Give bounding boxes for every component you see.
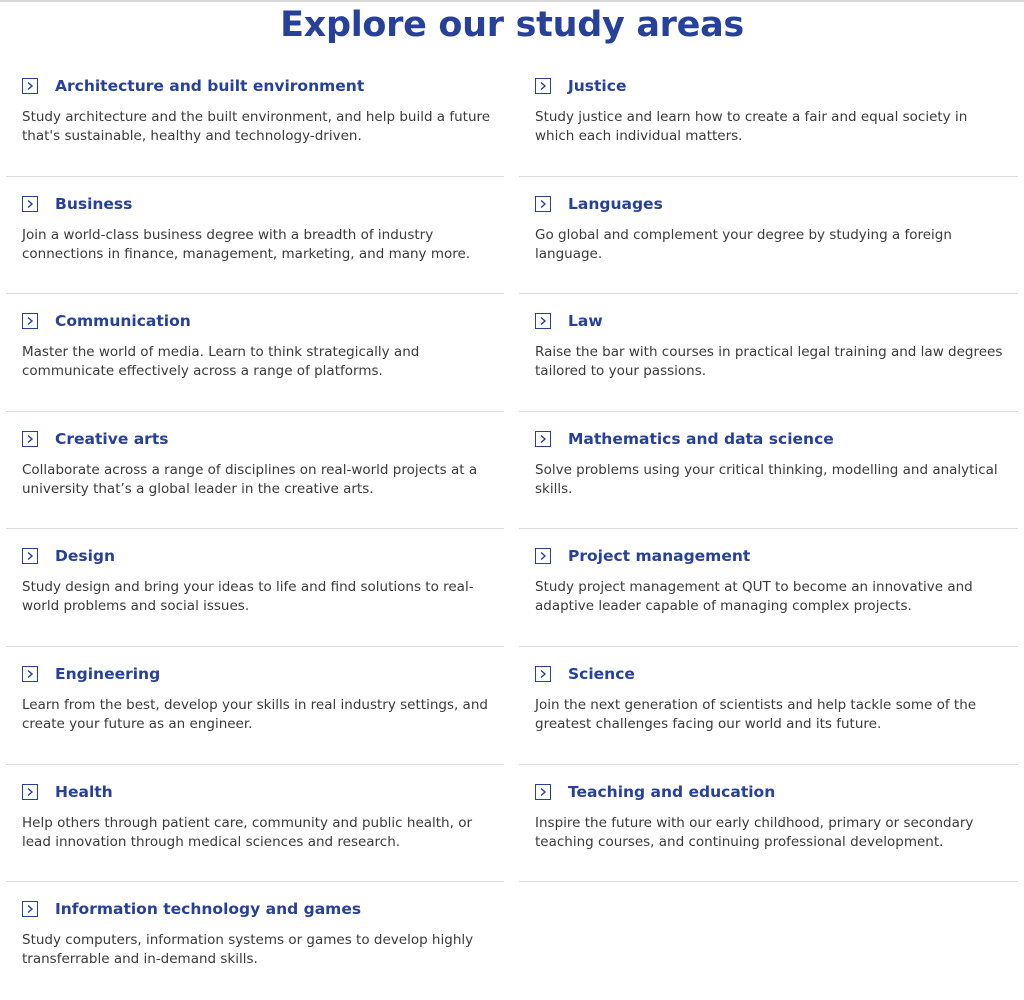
- study-area-link-health[interactable]: [22, 780, 113, 804]
- top-divider: [0, 0, 1024, 2]
- chevron-right-icon: [22, 78, 38, 94]
- study-area-description: Solve problems using your critical thinking, modelling and analytical skills.: [535, 461, 998, 497]
- study-area-engineering: [6, 647, 504, 765]
- study-area-title: Teaching and education: [568, 782, 776, 801]
- study-area-link-design[interactable]: [22, 544, 115, 568]
- chevron-right-icon: [535, 784, 551, 800]
- chevron-right-icon: [535, 666, 551, 682]
- study-area-description: Inspire the future with our early childhood, primary or secondary teaching courses, and continuing professional development.: [535, 814, 974, 850]
- study-area-description: Raise the bar with courses in practical legal training and law degrees tailored to your passions.: [535, 344, 1003, 380]
- study-area-title: Information technology and games: [55, 900, 362, 919]
- study-area-title: Law: [568, 312, 603, 331]
- study-area-link-mathematics-and-data-science[interactable]: [535, 427, 834, 451]
- study-area-link-science[interactable]: [535, 662, 635, 686]
- study-area-link-law[interactable]: [535, 309, 603, 333]
- study-area-title: Business: [55, 194, 133, 213]
- study-area-link-teaching-and-education[interactable]: [535, 780, 775, 804]
- chevron-right-icon: [535, 431, 551, 447]
- study-area-description: Study project management at QUT to become an innovative and adaptive leader capable of managing complex projects.: [535, 579, 973, 615]
- study-area-health: [6, 765, 504, 883]
- study-area-title: Architecture and built environment: [55, 77, 365, 95]
- study-area-justice: [519, 59, 1018, 177]
- study-area-design: [6, 529, 504, 647]
- chevron-right-icon: [22, 784, 38, 800]
- study-area-mathematics-and-data-science: [519, 412, 1018, 530]
- study-area-title: Communication: [55, 312, 191, 331]
- study-area-link-business[interactable]: [22, 192, 132, 216]
- page-title: Explore our study areas: [280, 5, 744, 45]
- chevron-right-icon: [22, 431, 38, 447]
- study-area-title: Mathematics and data science: [568, 429, 834, 448]
- study-area-title: Health: [55, 782, 113, 801]
- study-area-architecture-and-built-environment: [6, 59, 504, 177]
- chevron-right-icon: [535, 78, 551, 94]
- study-area-title: Justice: [568, 77, 627, 95]
- study-area-languages: [519, 177, 1018, 295]
- study-area-link-communication[interactable]: [22, 309, 191, 333]
- study-area-description: Go global and complement your degree by studying a foreign language.: [535, 226, 952, 262]
- study-area-title: Project management: [568, 547, 751, 566]
- study-area-title: Engineering: [55, 664, 161, 683]
- study-area-link-justice[interactable]: [535, 74, 626, 98]
- chevron-right-icon: [22, 666, 38, 682]
- study-area-information-technology-and-games: [6, 882, 504, 1000]
- study-area-link-engineering[interactable]: [22, 662, 160, 686]
- study-areas-right-column: [519, 59, 1018, 882]
- study-area-description: Help others through patient care, community and public health, or lead innovation through medical sciences and research.: [22, 814, 473, 850]
- study-area-description: Study computers, information systems or games to develop highly transferrable and in-demand skills.: [22, 932, 474, 968]
- study-areas-left-column: [6, 59, 504, 1000]
- chevron-right-icon: [22, 901, 38, 917]
- chevron-right-icon: [22, 313, 38, 329]
- study-area-description: Master the world of media. Learn to think strategically and communicate effectively across a range of platforms.: [22, 344, 420, 380]
- chevron-right-icon: [535, 548, 551, 564]
- study-area-project-management: [519, 529, 1018, 647]
- study-area-link-project-management[interactable]: [535, 544, 750, 568]
- study-area-description: Join a world-class business degree with a breadth of industry connections in finance, management, marketing, and many more.: [22, 226, 471, 262]
- study-area-link-languages[interactable]: [535, 192, 663, 216]
- study-area-science: [519, 647, 1018, 765]
- study-area-title: Languages: [568, 194, 663, 213]
- study-area-communication: [6, 294, 504, 412]
- study-area-description: Learn from the best, develop your skills in real industry settings, and create your future as an engineer.: [22, 696, 488, 732]
- study-area-title: Science: [568, 664, 635, 683]
- study-area-link-architecture-and-built-environment[interactable]: [22, 74, 364, 98]
- chevron-right-icon: [22, 196, 38, 212]
- chevron-right-icon: [535, 196, 551, 212]
- study-area-description: Study design and bring your ideas to life and find solutions to real-world problems and social issues.: [22, 579, 474, 615]
- study-area-description: Join the next generation of scientists and help tackle some of the greatest challenges facing our world and its future.: [535, 696, 977, 732]
- study-area-description: Study architecture and the built environment, and help build a future that's sustainable, healthy and technology-driven.: [22, 109, 491, 144]
- study-area-link-information-technology-and-games[interactable]: [22, 897, 361, 921]
- study-area-teaching-and-education: [519, 765, 1018, 883]
- study-area-link-creative-arts[interactable]: [22, 427, 168, 451]
- study-area-description: Collaborate across a range of disciplines on real-world projects at a university that’s a global leader in the creative arts.: [22, 461, 478, 497]
- study-area-title: Design: [55, 547, 116, 566]
- study-area-title: Creative arts: [55, 429, 169, 448]
- study-area-description: Study justice and learn how to create a fair and equal society in which each individual matters.: [535, 109, 968, 144]
- chevron-right-icon: [22, 548, 38, 564]
- study-area-business: [6, 177, 504, 295]
- study-area-creative-arts: [6, 412, 504, 530]
- chevron-right-icon: [535, 313, 551, 329]
- study-area-law: [519, 294, 1018, 412]
